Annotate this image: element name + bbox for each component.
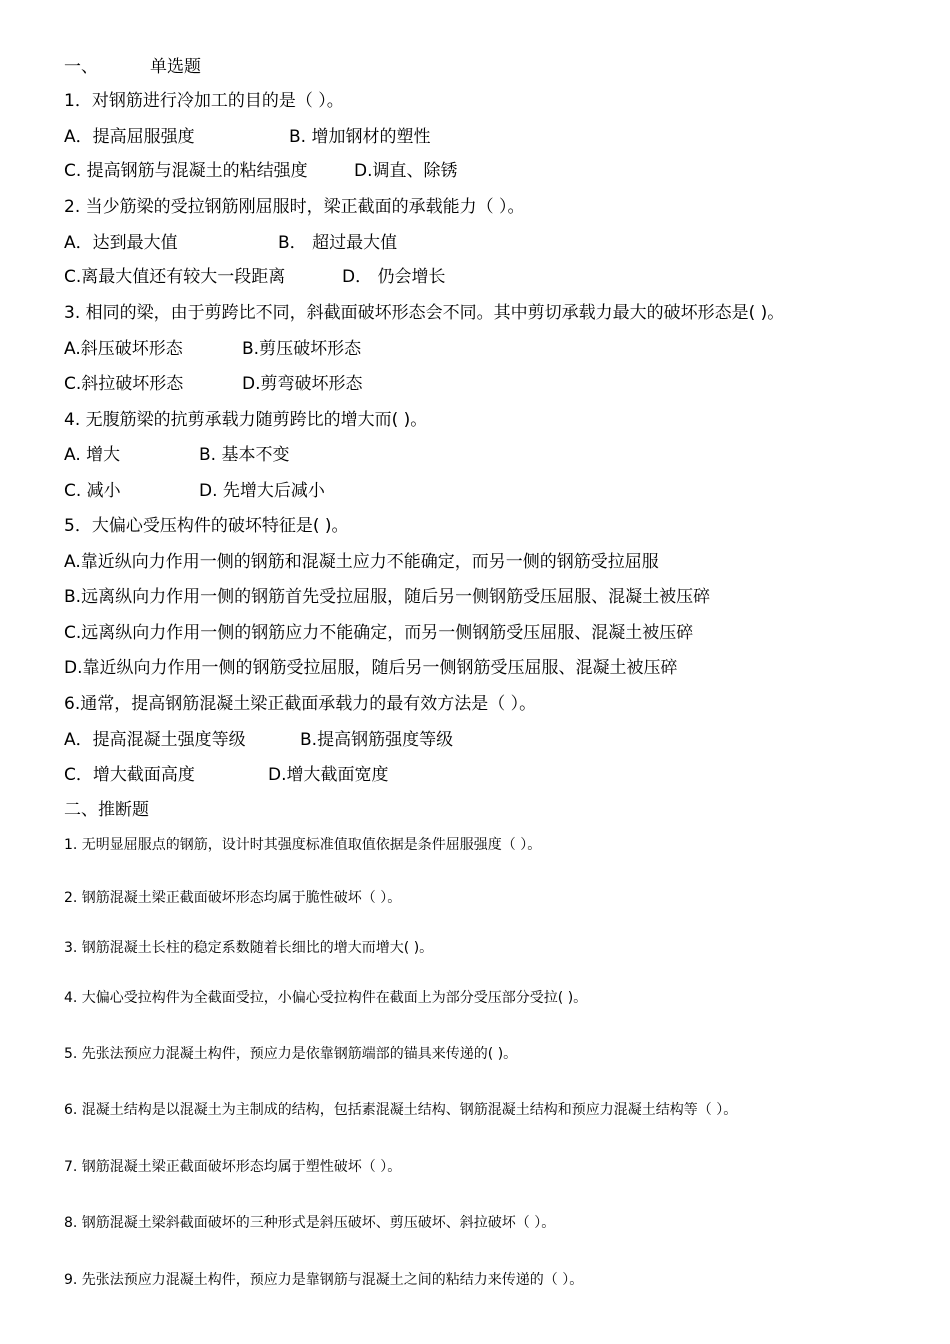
option-a: A.靠近纵向力作用一侧的钢筋和混凝土应力不能确定，而另一侧的钢筋受拉屈服: [64, 552, 659, 572]
question-2-options-row-2: [64, 266, 446, 288]
question-2-options-row-1: [64, 232, 397, 254]
judgment-item-6: 6. 混凝土结构是以混凝土为主制成的结构，包括素混凝土结构、钢筋混凝土结构和预应力混凝土结构等（ ）。: [64, 1102, 738, 1118]
judgment-item-3: 3. 钢筋混凝土长柱的稳定系数随着长细比的增大而增大( )。: [64, 940, 434, 956]
option-d: D.调直、除锈: [354, 161, 458, 181]
option-b: B. 增加钢材的塑性: [289, 127, 431, 147]
question-1-options-row-2: [64, 160, 458, 182]
question-6-stem: 6.通常，提高钢筋混凝土梁正截面承载力的最有效方法是（ ）。: [64, 694, 537, 714]
option-d: D.剪弯破坏形态: [242, 374, 363, 394]
judgment-item-4: 4. 大偏心受拉构件为全截面受拉，小偏心受拉构件在截面上为部分受压部分受拉( )。: [64, 990, 588, 1006]
option-c: C．增大截面高度: [64, 765, 195, 785]
question-1-options-row-1: [64, 126, 430, 148]
judgment-item-1: 1. 无明显屈服点的钢筋，设计时其强度标准值取值依据是条件屈服强度（ ）。: [64, 837, 542, 853]
option-d: D.靠近纵向力作用一侧的钢筋受拉屈服，随后另一侧钢筋受压屈服、混凝土被压碎: [64, 658, 678, 678]
option-c: C. 减小: [64, 481, 121, 501]
question-4-options-row-2: [64, 480, 325, 502]
option-d: D.增大截面宽度: [268, 765, 389, 785]
option-c: C.离最大值还有较大一段距离: [64, 267, 286, 287]
option-c: C.斜拉破坏形态: [64, 374, 184, 394]
question-3-stem: 3. 相同的梁，由于剪跨比不同，斜截面破坏形态会不同。其中剪切承载力最大的破坏形态是( )。: [64, 303, 785, 323]
question-1-stem: 1．对钢筋进行冷加工的目的是（ ）。: [64, 91, 344, 111]
question-5-stem: 5．大偏心受压构件的破坏特征是( )。: [64, 516, 349, 536]
option-a: A. 增大: [64, 445, 121, 465]
section-1-number: 一、: [64, 57, 98, 77]
option-c: C.远离纵向力作用一侧的钢筋应力不能确定，而另一侧钢筋受压屈服、混凝土被压碎: [64, 623, 694, 643]
question-4-stem: 4. 无腹筋梁的抗剪承载力随剪跨比的增大而( )。: [64, 410, 428, 430]
option-a: A．达到最大值: [64, 233, 178, 253]
section-1-heading: [64, 56, 201, 78]
option-a: A.斜压破坏形态: [64, 339, 183, 359]
question-6-options-row-1: [64, 729, 453, 751]
option-b: B.剪压破坏形态: [242, 339, 362, 359]
question-4-options-row-1: [64, 444, 289, 466]
option-a: A．提高混凝土强度等级: [64, 730, 246, 750]
option-b: B. 基本不变: [199, 445, 290, 465]
judgment-item-2: 2. 钢筋混凝土梁正截面破坏形态均属于脆性破坏（ ）。: [64, 890, 402, 906]
question-3-options-row-2: [64, 373, 363, 395]
option-d: D． 仍会增长: [342, 267, 446, 287]
section-2-heading: 二、推断题: [64, 800, 149, 820]
option-d: D. 先增大后减小: [199, 481, 325, 501]
judgment-item-9: 9. 先张法预应力混凝土构件，预应力是靠钢筋与混凝土之间的粘结力来传递的（ ）。: [64, 1272, 584, 1288]
judgment-item-8: 8. 钢筋混凝土梁斜截面破坏的三种形式是斜压破坏、剪压破坏、斜拉破坏（ ）。: [64, 1215, 556, 1231]
question-2-stem: 2. 当少筋梁的受拉钢筋刚屈服时，梁正截面的承载能力（ ）。: [64, 197, 525, 217]
question-3-options-row-1: [64, 338, 361, 360]
option-b: B.远离纵向力作用一侧的钢筋首先受拉屈服，随后另一侧钢筋受压屈服、混凝土被压碎: [64, 587, 711, 607]
option-b: B． 超过最大值: [278, 233, 398, 253]
option-b: B.提高钢筋强度等级: [300, 730, 454, 750]
section-1-title: 单选题: [150, 57, 201, 77]
question-6-options-row-2: [64, 764, 389, 786]
judgment-item-5: 5. 先张法预应力混凝土构件，预应力是依靠钢筋端部的锚具来传递的( )。: [64, 1046, 518, 1062]
option-a: A．提高屈服强度: [64, 127, 195, 147]
judgment-item-7: 7. 钢筋混凝土梁正截面破坏形态均属于塑性破坏（ ）。: [64, 1159, 402, 1175]
option-c: C. 提高钢筋与混凝土的粘结强度: [64, 161, 308, 181]
